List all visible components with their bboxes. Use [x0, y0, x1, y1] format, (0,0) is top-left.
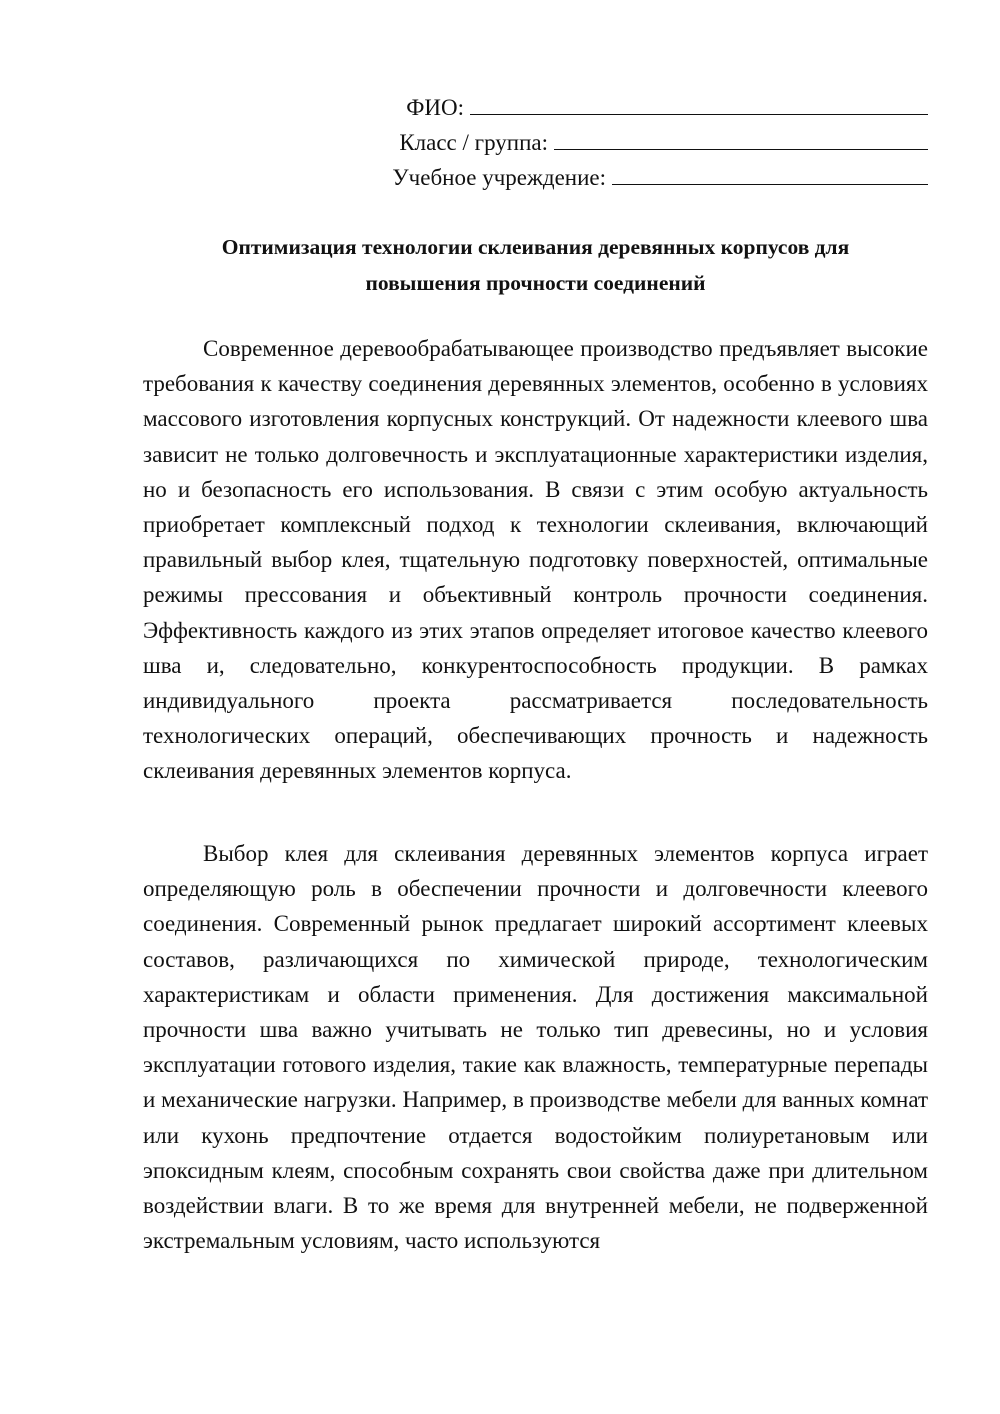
class-blank-line: [554, 130, 928, 150]
fio-row: [0, 90, 928, 125]
institution-row: [0, 160, 928, 195]
class-label: Класс / группа:: [399, 130, 548, 155]
title-line-1: Оптимизация технологии склеивания деревянных корпусов для: [221, 235, 850, 259]
title-line-2: повышения прочности соединений: [365, 271, 706, 295]
document-title: [143, 229, 928, 301]
class-row: [0, 125, 928, 160]
fio-label: ФИО:: [406, 95, 464, 120]
student-info-header: [0, 90, 928, 195]
institution-label: Учебное учреждение:: [392, 165, 606, 190]
paragraph-intro: Современное деревообрабатывающее производство предъявляет высокие требования к качеству соединения деревянных элементов, особенно в условиях массового изготовления корпусных конструкций. От надежности клеевого шва зависит не только долговечность и эксплуатационные характеристики изделия, но и безопасность его использования. В связи с этим особую актуальность приобретает комплексный подход к технологии склеивания, включающий правильный выбор клея, тщательную подготовку поверхностей, оптимальные режимы прессования и объективный контроль прочности соединения. Эффективность каждого из этих этапов определяет итоговое качество клеевого шва и, следовательно, конкурентоспособность продукции. В рамках индивидуального проекта рассматривается последовательность технологических операций, обеспечивающих прочность и надежность склеивания деревянных элементов корпуса.: [143, 336, 928, 784]
paragraph-glue-choice: Выбор клея для склеивания деревянных элементов корпуса играет определяющую роль в обеспечении прочности и долговечности клеевого соединения. Современный рынок предлагает широкий ассортимент клеевых составов, различающихся по химической природе, технологическим характеристикам и области применения. Для достижения максимальной прочности шва важно учитывать не только тип древесины, но и условия эксплуатации готового изделия, такие как влажность, температурные перепады и механические нагрузки. Например, в производстве мебели для ванных комнат или кухонь предпочтение отдается водостойким полиуретановым или эпоксидным клеям, способным сохранять свои свойства даже при длительном воздействии влаги. В то же время для внутренней мебели, не подверженной экстремальным условиям, часто используются: [143, 841, 928, 1254]
institution-blank-line: [612, 165, 928, 185]
fio-blank-line: [470, 95, 928, 115]
